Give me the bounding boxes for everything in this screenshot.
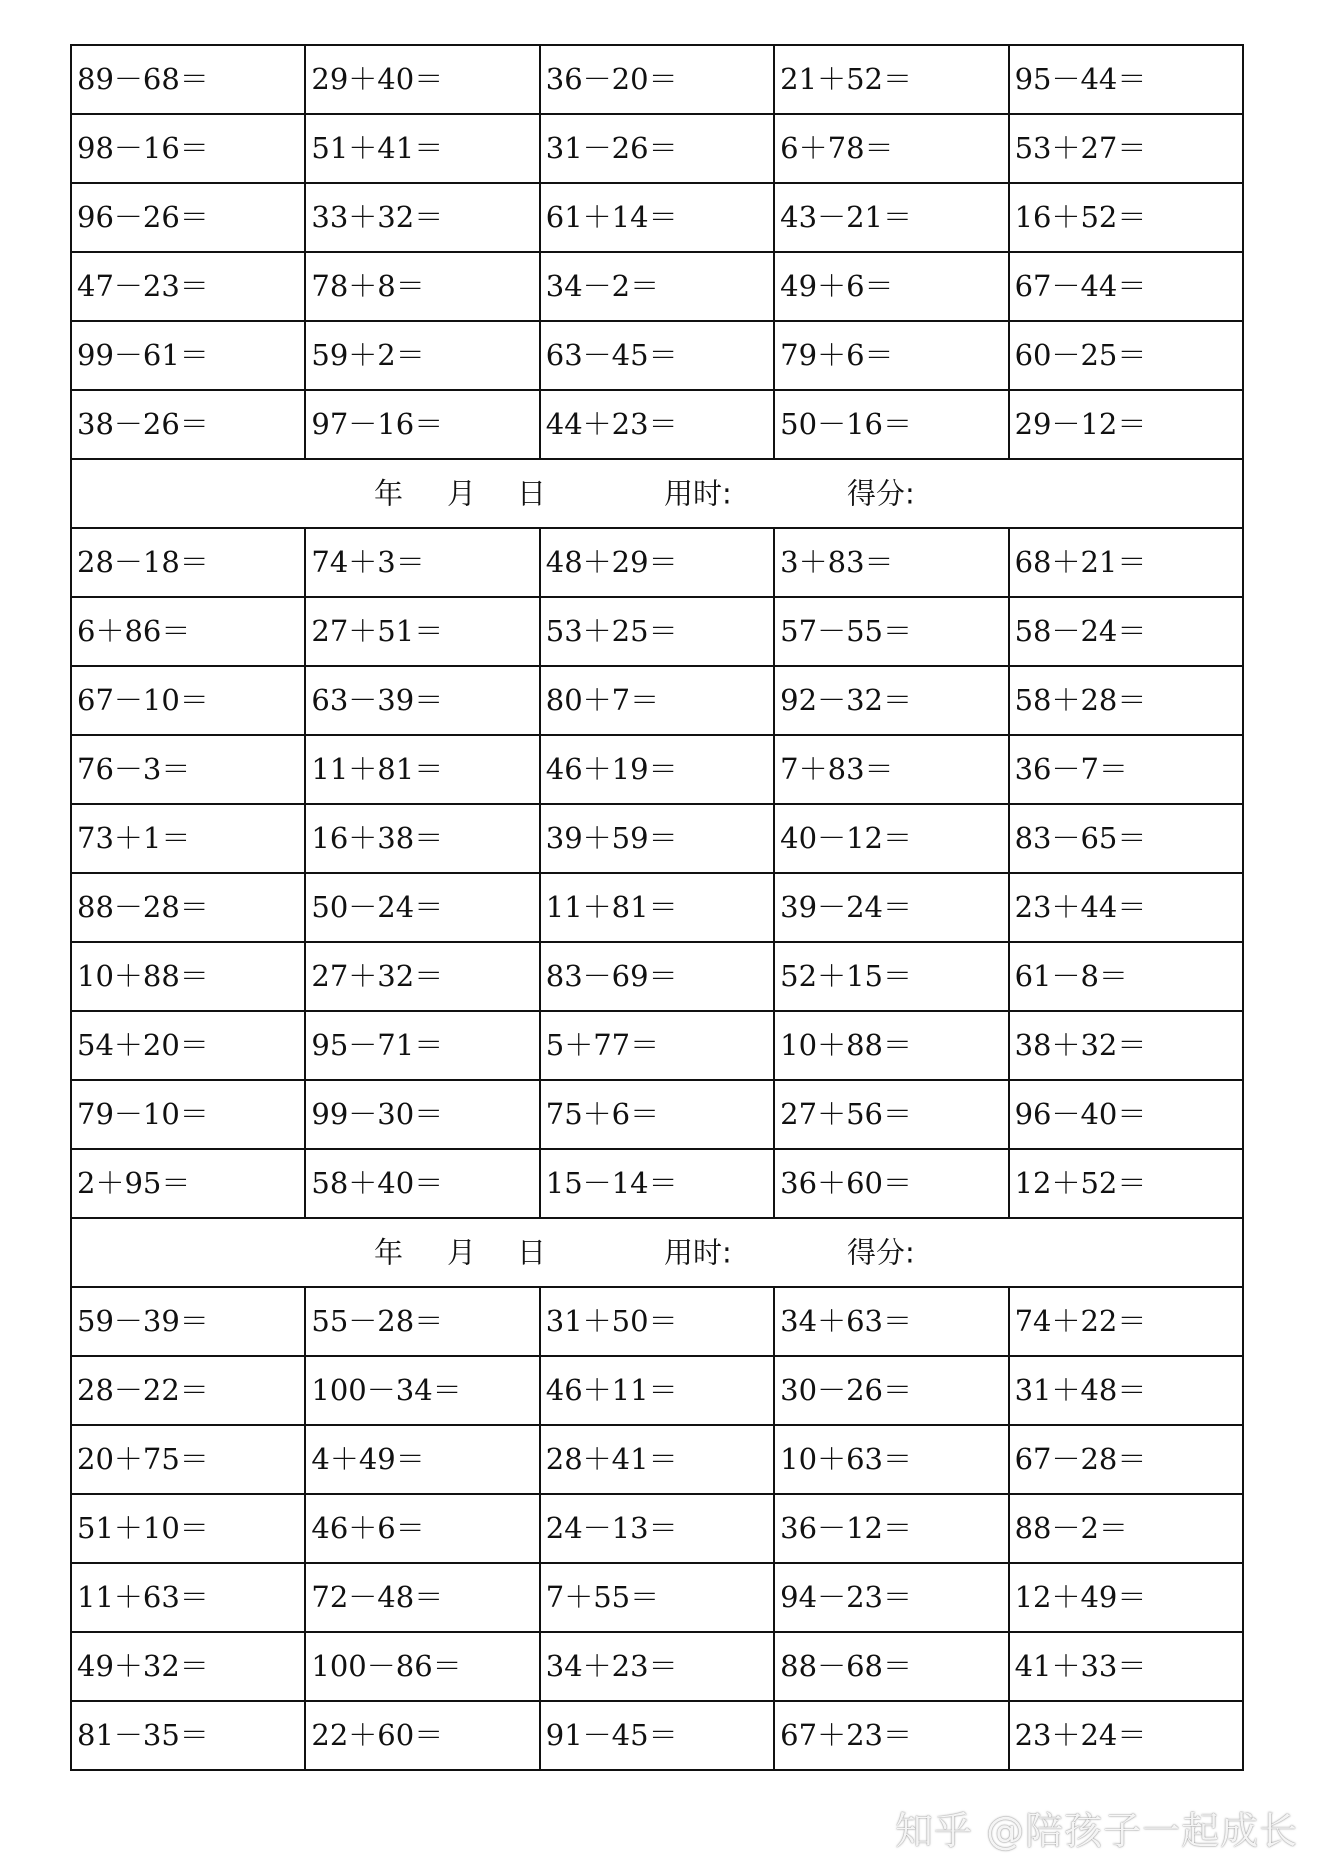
- problem-row: [71, 1011, 1243, 1080]
- problem-row: [71, 597, 1243, 666]
- problem-cell: 51＋10＝: [71, 1494, 305, 1563]
- problem-cell: 96－26＝: [71, 183, 305, 252]
- problem-cell: 11＋63＝: [71, 1563, 305, 1632]
- problem-cell: 11＋81＝: [540, 873, 774, 942]
- problem-cell: 27＋32＝: [305, 942, 539, 1011]
- problem-cell: 72－48＝: [305, 1563, 539, 1632]
- header-fields: [72, 1219, 1242, 1286]
- problem-cell: 12＋52＝: [1009, 1149, 1243, 1218]
- problem-cell: 95－44＝: [1009, 45, 1243, 114]
- problem-cell: 98－16＝: [71, 114, 305, 183]
- problem-cell: 88－28＝: [71, 873, 305, 942]
- problem-cell: 61－8＝: [1009, 942, 1243, 1011]
- watermark: 知乎 @陪孩子一起成长: [895, 1809, 1299, 1853]
- problem-cell: 78＋8＝: [305, 252, 539, 321]
- worksheet-table: [70, 44, 1244, 1771]
- header-day-label: 日: [517, 1235, 547, 1269]
- problem-row: [71, 1701, 1243, 1770]
- header-day-label: 日: [517, 476, 547, 510]
- problem-cell: 95－71＝: [305, 1011, 539, 1080]
- problem-cell: 46＋11＝: [540, 1356, 774, 1425]
- header-time-label: 用时:: [664, 1235, 732, 1269]
- problem-row: [71, 45, 1243, 114]
- problem-row: [71, 1287, 1243, 1356]
- problem-cell: 29＋40＝: [305, 45, 539, 114]
- problem-cell: 40－12＝: [774, 804, 1008, 873]
- problem-cell: 79＋6＝: [774, 321, 1008, 390]
- problem-cell: 11＋81＝: [305, 735, 539, 804]
- problem-cell: 36－12＝: [774, 1494, 1008, 1563]
- problem-cell: 53＋25＝: [540, 597, 774, 666]
- problem-row: [71, 252, 1243, 321]
- problem-cell: 29－12＝: [1009, 390, 1243, 459]
- problem-cell: 49＋32＝: [71, 1632, 305, 1701]
- problem-cell: 92－32＝: [774, 666, 1008, 735]
- problem-cell: 23＋24＝: [1009, 1701, 1243, 1770]
- problem-cell: 7＋55＝: [540, 1563, 774, 1632]
- problem-cell: 15－14＝: [540, 1149, 774, 1218]
- worksheet-body: [71, 45, 1243, 1770]
- problem-cell: 100－34＝: [305, 1356, 539, 1425]
- problem-row: [71, 114, 1243, 183]
- problem-cell: 43－21＝: [774, 183, 1008, 252]
- problem-cell: 96－40＝: [1009, 1080, 1243, 1149]
- problem-cell: 22＋60＝: [305, 1701, 539, 1770]
- problem-cell: 48＋29＝: [540, 528, 774, 597]
- problem-cell: 88－2＝: [1009, 1494, 1243, 1563]
- problem-cell: 67－44＝: [1009, 252, 1243, 321]
- problem-cell: 28－18＝: [71, 528, 305, 597]
- problem-cell: 59＋2＝: [305, 321, 539, 390]
- problem-cell: 99－61＝: [71, 321, 305, 390]
- problem-cell: 55－28＝: [305, 1287, 539, 1356]
- problem-row: [71, 666, 1243, 735]
- problem-cell: 10＋63＝: [774, 1425, 1008, 1494]
- header-row: [71, 1218, 1243, 1287]
- problem-cell: 27＋51＝: [305, 597, 539, 666]
- problem-cell: 4＋49＝: [305, 1425, 539, 1494]
- problem-cell: 63－39＝: [305, 666, 539, 735]
- problem-cell: 50－24＝: [305, 873, 539, 942]
- problem-cell: 57－55＝: [774, 597, 1008, 666]
- problem-cell: 99－30＝: [305, 1080, 539, 1149]
- header-cell: [71, 459, 1243, 528]
- problem-row: [71, 1080, 1243, 1149]
- problem-cell: 34＋63＝: [774, 1287, 1008, 1356]
- problem-row: [71, 942, 1243, 1011]
- problem-cell: 67－10＝: [71, 666, 305, 735]
- problem-cell: 50－16＝: [774, 390, 1008, 459]
- problem-cell: 67－28＝: [1009, 1425, 1243, 1494]
- problem-row: [71, 1494, 1243, 1563]
- problem-cell: 83－69＝: [540, 942, 774, 1011]
- problem-row: [71, 528, 1243, 597]
- problem-cell: 24－13＝: [540, 1494, 774, 1563]
- problem-cell: 16＋38＝: [305, 804, 539, 873]
- problem-cell: 36－7＝: [1009, 735, 1243, 804]
- problem-cell: 36＋60＝: [774, 1149, 1008, 1218]
- problem-cell: 61＋14＝: [540, 183, 774, 252]
- header-row: [71, 459, 1243, 528]
- problem-cell: 46＋19＝: [540, 735, 774, 804]
- problem-cell: 28－22＝: [71, 1356, 305, 1425]
- problem-cell: 38－26＝: [71, 390, 305, 459]
- problem-cell: 100－86＝: [305, 1632, 539, 1701]
- problem-cell: 6＋86＝: [71, 597, 305, 666]
- problem-row: [71, 1632, 1243, 1701]
- problem-cell: 39＋59＝: [540, 804, 774, 873]
- problem-cell: 10＋88＝: [71, 942, 305, 1011]
- header-fields: [72, 460, 1242, 527]
- problem-cell: 34－2＝: [540, 252, 774, 321]
- problem-cell: 52＋15＝: [774, 942, 1008, 1011]
- problem-cell: 76－3＝: [71, 735, 305, 804]
- problem-cell: 60－25＝: [1009, 321, 1243, 390]
- problem-cell: 36－20＝: [540, 45, 774, 114]
- header-score-label: 得分:: [847, 1235, 915, 1269]
- problem-row: [71, 183, 1243, 252]
- header-cell: [71, 1218, 1243, 1287]
- problem-row: [71, 735, 1243, 804]
- header-month-label: 月: [447, 1235, 477, 1269]
- problem-cell: 89－68＝: [71, 45, 305, 114]
- problem-cell: 58－24＝: [1009, 597, 1243, 666]
- problem-cell: 94－23＝: [774, 1563, 1008, 1632]
- problem-row: [71, 1563, 1243, 1632]
- problem-cell: 74＋22＝: [1009, 1287, 1243, 1356]
- problem-cell: 3＋83＝: [774, 528, 1008, 597]
- problem-cell: 88－68＝: [774, 1632, 1008, 1701]
- problem-row: [71, 390, 1243, 459]
- problem-cell: 31－26＝: [540, 114, 774, 183]
- problem-cell: 16＋52＝: [1009, 183, 1243, 252]
- problem-cell: 27＋56＝: [774, 1080, 1008, 1149]
- problem-cell: 80＋7＝: [540, 666, 774, 735]
- problem-cell: 30－26＝: [774, 1356, 1008, 1425]
- problem-cell: 79－10＝: [71, 1080, 305, 1149]
- problem-cell: 5＋77＝: [540, 1011, 774, 1080]
- problem-cell: 63－45＝: [540, 321, 774, 390]
- problem-cell: 44＋23＝: [540, 390, 774, 459]
- problem-cell: 49＋6＝: [774, 252, 1008, 321]
- problem-cell: 33＋32＝: [305, 183, 539, 252]
- problem-row: [71, 1356, 1243, 1425]
- problem-row: [71, 321, 1243, 390]
- header-score-label: 得分:: [847, 476, 915, 510]
- problem-cell: 12＋49＝: [1009, 1563, 1243, 1632]
- problem-cell: 23＋44＝: [1009, 873, 1243, 942]
- problem-cell: 59－39＝: [71, 1287, 305, 1356]
- problem-cell: 58＋40＝: [305, 1149, 539, 1218]
- problem-row: [71, 873, 1243, 942]
- problem-cell: 51＋41＝: [305, 114, 539, 183]
- problem-cell: 68＋21＝: [1009, 528, 1243, 597]
- problem-cell: 46＋6＝: [305, 1494, 539, 1563]
- problem-cell: 67＋23＝: [774, 1701, 1008, 1770]
- problem-cell: 74＋3＝: [305, 528, 539, 597]
- header-year-label: 年: [374, 476, 404, 510]
- problem-cell: 53＋27＝: [1009, 114, 1243, 183]
- problem-cell: 6＋78＝: [774, 114, 1008, 183]
- problem-cell: 58＋28＝: [1009, 666, 1243, 735]
- problem-cell: 2＋95＝: [71, 1149, 305, 1218]
- problem-cell: 21＋52＝: [774, 45, 1008, 114]
- problem-row: [71, 1149, 1243, 1218]
- problem-cell: 75＋6＝: [540, 1080, 774, 1149]
- problem-cell: 83－65＝: [1009, 804, 1243, 873]
- problem-cell: 39－24＝: [774, 873, 1008, 942]
- problem-cell: 47－23＝: [71, 252, 305, 321]
- header-month-label: 月: [447, 476, 477, 510]
- problem-cell: 31＋50＝: [540, 1287, 774, 1356]
- problem-cell: 7＋83＝: [774, 735, 1008, 804]
- problem-cell: 41＋33＝: [1009, 1632, 1243, 1701]
- problem-cell: 28＋41＝: [540, 1425, 774, 1494]
- problem-cell: 81－35＝: [71, 1701, 305, 1770]
- header-time-label: 用时:: [664, 476, 732, 510]
- problem-cell: 54＋20＝: [71, 1011, 305, 1080]
- problem-cell: 97－16＝: [305, 390, 539, 459]
- problem-cell: 38＋32＝: [1009, 1011, 1243, 1080]
- problem-cell: 20＋75＝: [71, 1425, 305, 1494]
- problem-cell: 31＋48＝: [1009, 1356, 1243, 1425]
- problem-row: [71, 1425, 1243, 1494]
- problem-row: [71, 804, 1243, 873]
- problem-cell: 91－45＝: [540, 1701, 774, 1770]
- problem-cell: 73＋1＝: [71, 804, 305, 873]
- header-year-label: 年: [374, 1235, 404, 1269]
- problem-cell: 10＋88＝: [774, 1011, 1008, 1080]
- problem-cell: 34＋23＝: [540, 1632, 774, 1701]
